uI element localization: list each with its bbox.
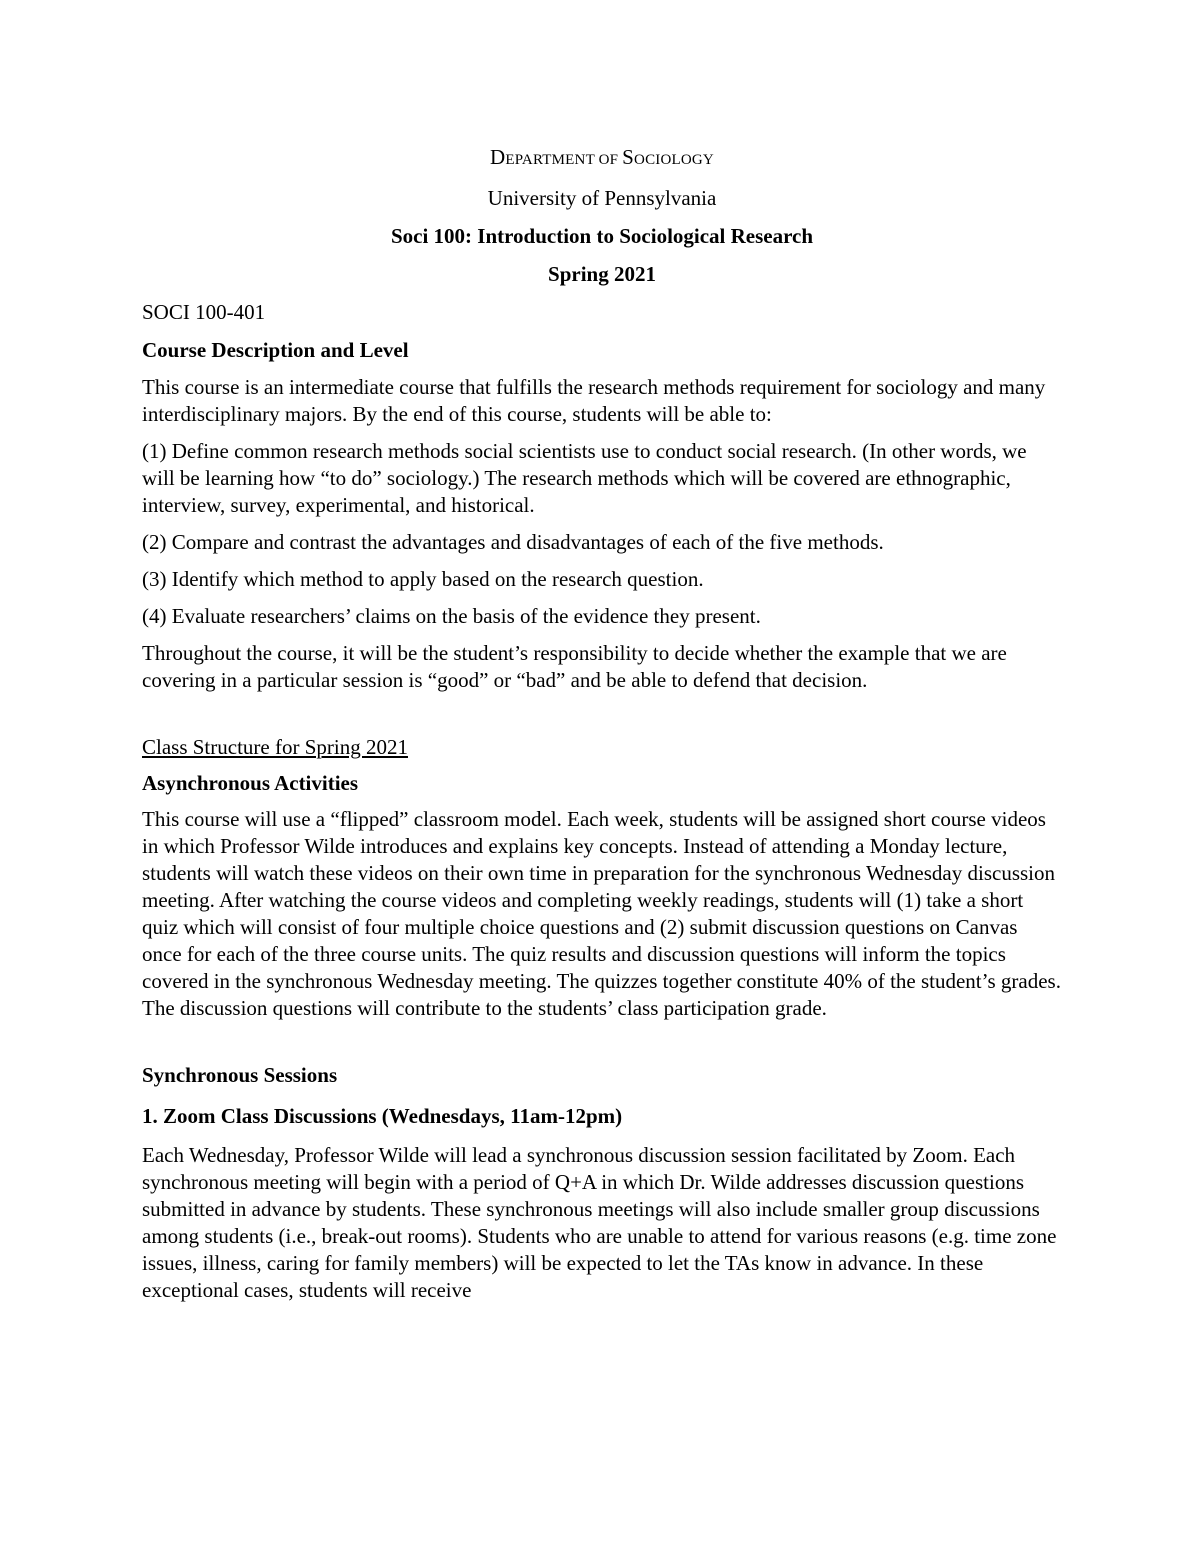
course-title: Soci 100: Introduction to Sociological Research — [390, 224, 814, 248]
university-name: University of Pennsylvania — [487, 186, 717, 210]
synchronous-sessions-heading: Synchronous Sessions — [142, 1063, 338, 1087]
course-description-closing: Throughout the course, it will be the student’s responsibility to decide whether the example that we are covering in a particular session is “good” or “bad” and be able to defend that decision. — [142, 641, 1007, 692]
department-name — [142, 144, 1062, 174]
asynchronous-activities-heading: Asynchronous Activities — [142, 771, 359, 795]
zoom-discussions-body: Each Wednesday, Professor Wilde will lead a synchronous discussion session facilitated by Zoom. Each synchronous meeting will begin with a period of Q+A in which Dr. Wilde addresses discussion questions submitted in advance by students. These synchronous meetings will also include smaller group discussions among students (i.e., break-out rooms). Students who are unable to attend for various reasons (e.g. time zone issues, illness, caring for family members) will be expected to let the TAs know in advance. In these exceptional cases, students will receive — [142, 1143, 1057, 1302]
zoom-discussions-heading: 1. Zoom Class Discussions (Wednesdays, 11am-12pm) — [142, 1104, 623, 1128]
objective-1: (1) Define common research methods social scientists use to conduct social research. (In other words, we will be learning how “to do” sociology.) The research methods which will be covered are ethnographic, interview, survey, experimental, and historical. — [142, 439, 1027, 517]
dept-text-1: EPARTMENT OF — [505, 152, 623, 168]
course-description-heading: Course Description and Level — [142, 338, 409, 362]
dept-initial-2: S — [622, 145, 635, 169]
document-page — [142, 142, 1062, 1304]
objective-4: (4) Evaluate researchers’ claims on the basis of the evidence they present. — [142, 604, 761, 628]
objective-3: (3) Identify which method to apply based on the research question. — [142, 567, 704, 591]
course-description-intro: This course is an intermediate course that fulfills the research methods requirement for sociology and many interdisciplinary majors. By the end of this course, students will be able to: — [142, 375, 1046, 426]
objective-2: (2) Compare and contrast the advantages and disadvantages of each of the five methods. — [142, 530, 884, 554]
asynchronous-activities-body: This course will use a “flipped” classroom model. Each week, students will be assigned short course videos in which Professor Wilde introduces and explains key concepts. Instead of attending a Monday lecture, students will watch these videos on their own time in preparation for the synchronous Wednesday discussion meeting. After watching the course videos and completing weekly readings, students will (1) take a short quiz which will consist of four multiple choice questions and (2) submit discussion questions on Canvas once for each of the three course units. The quiz results and discussion questions will inform the topics covered in the synchronous Wednesday meeting. The quizzes together constitute 40% of the student’s grades. The discussion questions will contribute to the students’ class participation grade. — [142, 807, 1061, 1020]
dept-text-2: OCIOLOGY — [634, 152, 714, 168]
course-code: SOCI 100-401 — [142, 300, 266, 324]
dept-initial-1: D — [490, 145, 506, 169]
class-structure-title: Class Structure for Spring 2021 — [142, 735, 408, 759]
term: Spring 2021 — [548, 262, 656, 286]
